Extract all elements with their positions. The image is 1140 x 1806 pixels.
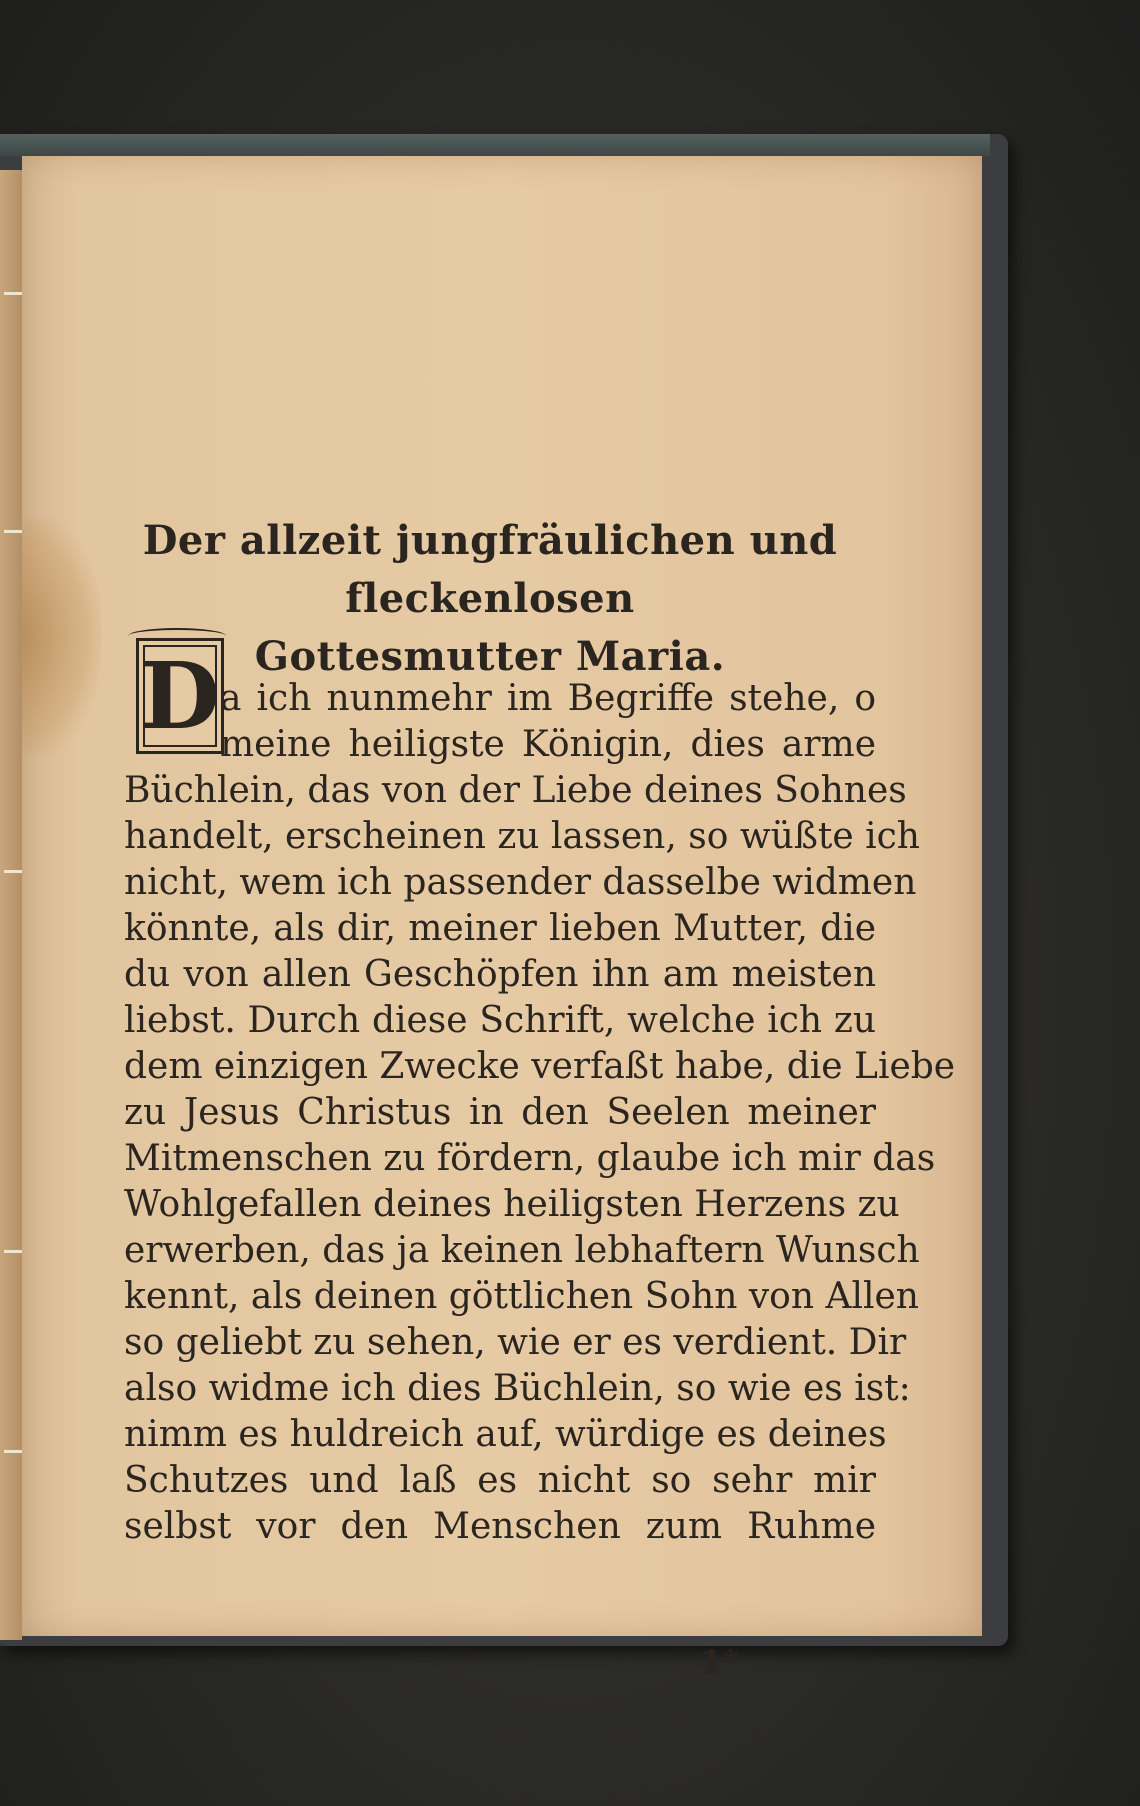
body-line: handelt, erscheinen zu lassen, so wüßte ich [124, 816, 920, 857]
body-line: dem einzigen Zwecke verfaßt habe, die Liebe [124, 1046, 956, 1087]
body-line: zu Jesus Christus in den Seelen meiner [124, 1092, 876, 1133]
body-line: meine heiligste Königin, dies arme [220, 724, 876, 765]
body-line: du von allen Geschöpfen ihn am meisten [124, 954, 876, 995]
body-line: könnte, als dir, meiner lieben Mutter, die [124, 908, 876, 949]
book-top-edge [0, 134, 990, 156]
body-line: a ich nunmehr im Begriffe stehe, o [220, 678, 876, 719]
body-line: erwerben, das ja keinen lebhaftern Wunsch [124, 1230, 920, 1271]
body-line: Büchlein, das von der Liebe deines Sohnes [124, 770, 907, 811]
body-line: nimm es huldreich auf, würdige es deines [124, 1414, 887, 1455]
heading-line-2: Gottesmutter Maria. [254, 633, 726, 680]
body-line: selbst vor den Menschen zum Ruhme [124, 1506, 876, 1547]
body-line: nicht, wem ich passender dasselbe widmen [124, 862, 917, 903]
heading-line-1: Der allzeit jungfräulichen und fleckenlosen [142, 517, 838, 622]
body-line: also widme ich dies Büchlein, so wie es ist: [124, 1368, 911, 1409]
body-line: kennt, als deinen göttlichen Sohn von Allen [124, 1276, 919, 1317]
body-line: Schutzes und laß es nicht so sehr mir [124, 1460, 876, 1501]
body-line: Wohlgefallen deines heiligsten Herzens zu [124, 1184, 900, 1225]
drop-cap-initial: D [136, 638, 224, 754]
body-line: liebst. Durch diese Schrift, welche ich zu [124, 1000, 876, 1041]
page-number: 1* [700, 1643, 739, 1681]
body-line: Mitmenschen zu fördern, glaube ich mir das [124, 1138, 936, 1179]
book-gutter [0, 170, 22, 1640]
body-line: so geliebt zu sehen, wie er es verdient. Dir [124, 1322, 907, 1363]
